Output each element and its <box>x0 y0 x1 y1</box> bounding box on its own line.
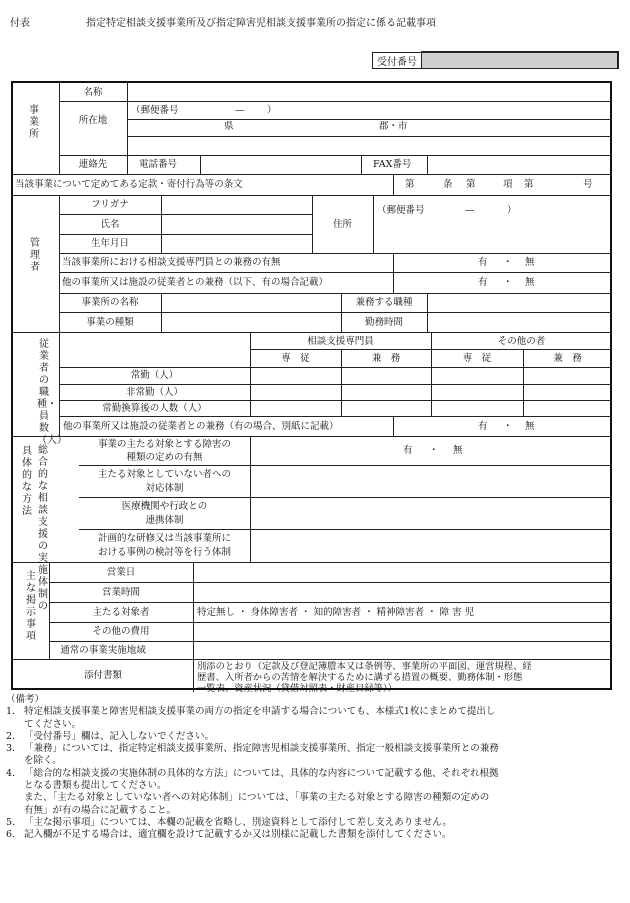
staff-section-label: 従業者の職種・員数（人） <box>37 339 67 446</box>
attachments-line1: 別添のとおり（定款及び登記簿謄本又は条例等、事業所の平面図、運営規程、経 <box>197 661 532 672</box>
form-title: 指定特定相談支援事業所及び指定障害児相談支援事業所の指定に係る記載事項 <box>86 18 436 29</box>
manager-name-label: 氏名 <box>100 219 120 230</box>
article-dai-2: 第 <box>466 179 476 190</box>
receipt-number-label: 受付番号 <box>373 52 422 69</box>
fax-label: FAX番号 <box>373 159 412 170</box>
note-1b: てください。 <box>24 718 82 730</box>
furigana-label: フリガナ <box>91 199 129 210</box>
other-concurrent-header: 兼 務 <box>553 353 582 364</box>
target-persons-options[interactable]: 特定無し ・ 身体障害者 ・ 知的障害者 ・ 精神障害者 ・ 障 害 児 <box>197 607 475 618</box>
office-postal-close: ） <box>267 105 277 116</box>
staff-concurrent-question: 他の事業所又は施設の従業者との兼務（有の場合、別紙に記載） <box>63 421 339 432</box>
non-target-line1: 主たる対象としていない者への <box>97 469 231 480</box>
staff-no[interactable]: 無 <box>525 421 535 432</box>
concurrent-duty-label: 兼務する職種 <box>355 297 413 308</box>
system-section-label: 総合的な相談支援の実施体制の <box>38 445 48 612</box>
other-staff-column-header: その他の者 <box>497 336 546 347</box>
other-exclusive-header: 専 従 <box>462 353 492 364</box>
articles-label: 当該事業について定めてある定款・寄付行為等の条文 <box>15 179 243 190</box>
specialist-exclusive-header: 専 従 <box>281 353 310 364</box>
working-hours-label: 勤務時間 <box>364 317 403 328</box>
note-2: 「受付番号」欄は、記入しないでください。 <box>24 730 215 742</box>
note-4c: また、「主たる対象としていない者への対応体制」については、「事業の主たる対象とする障害の種類の定めの <box>24 792 490 804</box>
q1-dot: ・ <box>503 257 513 268</box>
training-line1: 計画的な研修又は当該事業所に <box>97 533 231 544</box>
q2-no[interactable]: 無 <box>525 277 535 288</box>
staff-dot: ・ <box>503 421 513 432</box>
note-4b: となる書類も提出してください。 <box>24 780 167 792</box>
q2-yes[interactable]: 有 <box>478 277 488 288</box>
system-dot: ・ <box>429 445 439 456</box>
specialist-column-header: 相談支援専門員 <box>307 336 374 347</box>
article-dai-1: 第 <box>405 179 415 190</box>
concurrent-specialist-question: 当該事業所における相談支援専門員との兼務の有無 <box>62 257 281 268</box>
fulltime-row-label: 常勤（人） <box>130 370 179 381</box>
article-go: 号 <box>583 179 593 190</box>
medical-line2: 連携体制 <box>145 515 184 526</box>
office-name-label: 名称 <box>83 87 103 98</box>
business-hours-label: 営業時間 <box>101 587 140 598</box>
system-yes[interactable]: 有 <box>403 445 413 456</box>
article-ko: 項 <box>503 179 513 190</box>
training-line2: おける事例の検討等を行う体制 <box>97 547 231 558</box>
form-prefix: 付表 <box>10 18 30 29</box>
medical-line1: 医療機関や行政との <box>121 501 208 512</box>
manager-postal-close: ） <box>507 205 517 216</box>
office-address-label: 所在地 <box>78 115 108 126</box>
disability-type-line1: 事業の主たる対象とする障害の <box>97 439 231 450</box>
article-dai-3: 第 <box>524 179 534 190</box>
prefecture-label: 県 <box>224 121 234 132</box>
phone-label: 電話番号 <box>139 159 178 170</box>
concurrent-other-question: 他の事業所又は施設の従業者との兼務（以下、有の場合記載） <box>62 277 329 288</box>
note-4a: 「総合的な相談支援の実施体制の具体的な方法」については、具体的な内容について記載する他、それぞれ根拠 <box>24 767 499 779</box>
office-postal-dash: — <box>235 105 245 116</box>
remarks: （備考） 1. 特定相談支援事業と障害児相談支援事業の両方の指定を申請する場合についても、本様式1枚にまとめて提出し てください。 2. 「受付番号」欄は、記入しないでください。 3. 「兼務」については、指定特定相談支援事業所、指定障害児相談支援事業所、指定一般相談支援事業所との兼務 を除く。 4. 「総合的な相談支援の実施体制の具体的な方法」については、具体的な内容について記載する他、それぞれ根拠 となる書類も提出してください。 また、「主たる対象としていない者への対応体制」については、「事業の主たる対象とする障害の種類の定めの 有無」が有の場合に記載すること。 5. 「主な掲示事項」については、本欄の記載を省略し、別途資料として添付して差し支えありません。 6. 記入欄が不足する場合は、適宜欄を設けて記載するか又は別様に記載した書類を添付してください。 <box>6 694 624 842</box>
staff-yes[interactable]: 有 <box>478 421 488 432</box>
system-method-label: 具体的な方法 <box>22 446 32 517</box>
service-area-label: 通常の事業実施地域 <box>60 645 146 656</box>
target-persons-label: 主たる対象者 <box>92 607 150 618</box>
attachments-label: 添付書類 <box>83 670 122 681</box>
remarks-heading: （備考） <box>6 694 45 705</box>
note-4d: 有無」が有の場合に記載すること。 <box>24 804 177 816</box>
other-office-name-label: 事業所の名称 <box>81 297 139 308</box>
receipt-number-box <box>372 51 619 69</box>
contact-label: 連絡先 <box>78 159 108 170</box>
manager-postal-dash: — <box>465 205 475 216</box>
note-3a: 「兼務」については、指定特定相談支援事業所、指定障害児相談支援事業所、指定一般相談支援事業所との兼務 <box>24 743 499 755</box>
dob-label: 生年月日 <box>90 238 129 249</box>
parttime-row-label: 非常勤（人） <box>125 387 183 398</box>
manager-address-label: 住所 <box>332 219 352 230</box>
office-section-label: 事業所 <box>29 105 39 140</box>
q2-dot: ・ <box>503 277 513 288</box>
office-postal-label: （郵便番号 <box>131 105 179 116</box>
receipt-number-field[interactable] <box>422 52 619 69</box>
note-1a: 特定相談支援事業と障害児相談支援事業の両方の指定を申請する場合についても、本様式1枚にまとめて提出し <box>24 706 496 718</box>
attachments-line2: 歴書、入所者からの苦情を解決するために講ずる措置の概要、勤務体制・形態 <box>197 672 523 683</box>
fte-row-label: 常勤換算後の人数（人） <box>102 403 207 414</box>
note-5: 「主な掲示事項」については、本欄の記載を省略し、別途資料として添付して差し支えありません。 <box>24 816 452 828</box>
manager-section-label: 管理者 <box>30 238 40 273</box>
disability-type-line2: 種類の定めの有無 <box>126 452 203 463</box>
note-3b: を除く。 <box>24 755 62 767</box>
q1-yes[interactable]: 有 <box>478 257 488 268</box>
manager-postal-label: （郵便番号 <box>377 205 425 216</box>
attachments-line3: 一覧表、資産状況（貸借対照表・財産目録等）） <box>197 683 397 694</box>
city-label: 郡・市 <box>379 121 408 132</box>
business-days-label: 営業日 <box>106 567 136 578</box>
other-costs-label: その他の費用 <box>92 626 150 637</box>
q1-no[interactable]: 無 <box>525 257 535 268</box>
application-form-table <box>11 81 612 694</box>
business-type-label: 事業の種類 <box>86 317 134 328</box>
article-jo: 条 <box>443 179 453 190</box>
note-6: 記入欄が不足する場合は、適宜欄を設けて記載するか又は別様に記載した書類を添付してください。 <box>24 829 452 841</box>
non-target-line2: 対応体制 <box>145 483 184 494</box>
notice-section-label: 主な掲示事項 <box>26 571 36 642</box>
system-no[interactable]: 無 <box>453 445 463 456</box>
specialist-concurrent-header: 兼 務 <box>371 353 401 364</box>
